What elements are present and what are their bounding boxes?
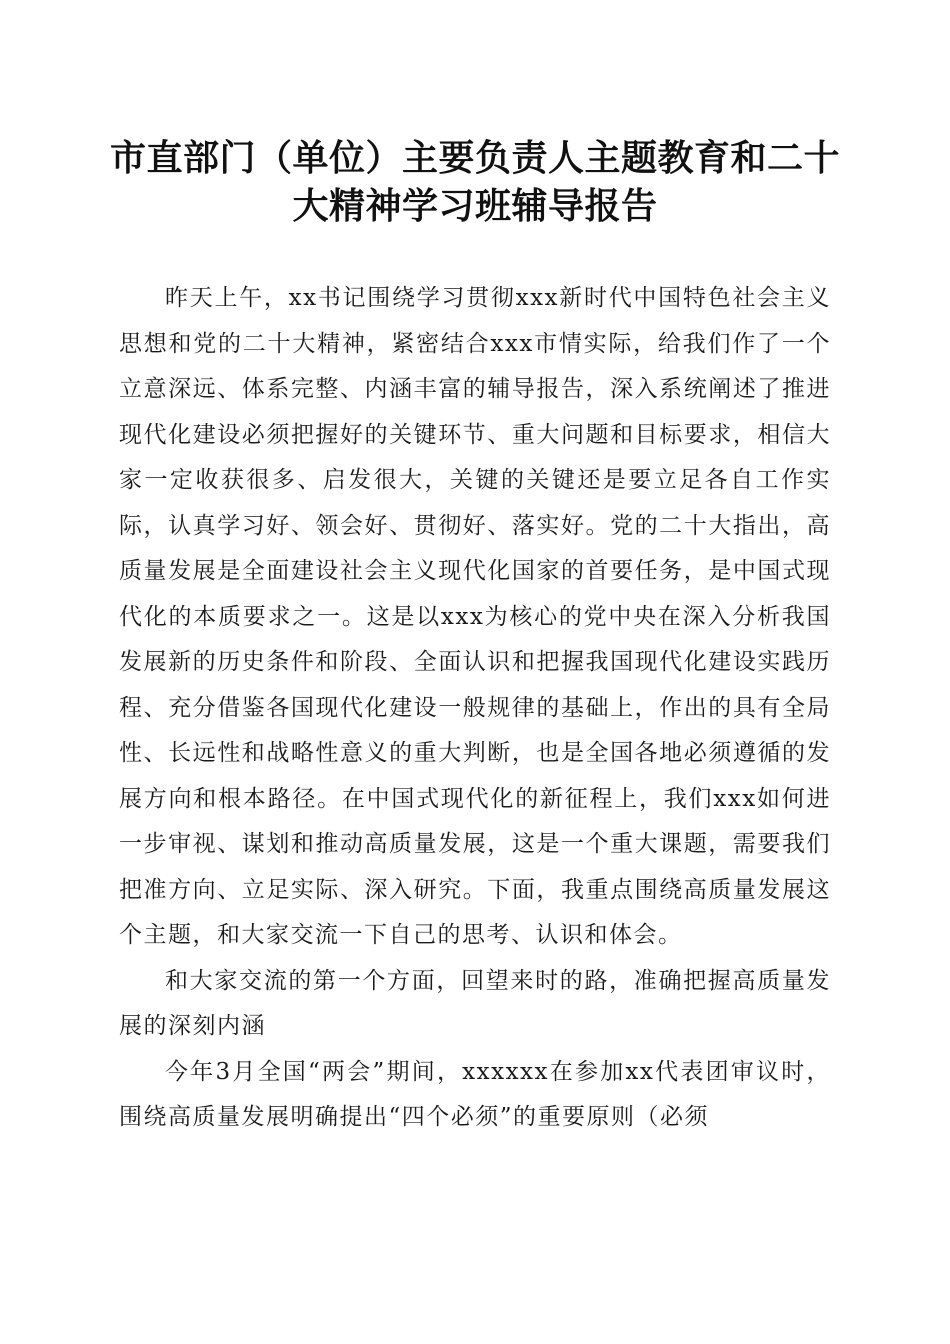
paragraph-intro: 昨天上午，xx书记围绕学习贯彻xxx新时代中国特色社会主义思想和党的二十大精神，紧密结合xxx市情实际，给我们作了一个立意深远、体系完整、内涵丰富的辅导报告，深入系统阐述了推进现代化建设必须把握好的关键环节、重大问题和目标要求，相信大家一定收获很多、启发很大，关键的关键还是要立足各自工作实际，认真学习好、领会好、贯彻好、落实好。党的二十大指出，高质量发展是全面建设社会主义现代化国家的首要任务，是中国式现代化的本质要求之一。这是以xxx为核心的党中央在深入分析我国发展新的历史条件和阶段、全面认识和把握我国现代化建设实践历程、充分借鉴各国现代化建设一般规律的基础上，作出的具有全局性、长远性和战略性意义的重大判断，也是全国各地必须遵循的发展方向和根本路径。在中国式现代化的新征程上，我们xxx如何进一步审视、谋划和推动高质量发展，这是一个重大课题，需要我们把准方向、立足实际、深入研究。下面，我重点围绕高质量发展这个主题，和大家交流一下自己的思考、认识和体会。 <box>119 285 831 948</box>
paragraph-section-heading: 和大家交流的第一个方面，回望来时的路，准确把握高质量发展的深刻内涵 <box>119 967 831 1039</box>
paragraph-two-sessions: 今年3月全国“两会”期间，xxxxxx在参加xx代表团审议时，围绕高质量发展明确提出“四个必须”的重要原则（必须 <box>119 1058 831 1130</box>
document-title: 市直部门（单位）主要负责人主题教育和二十大精神学习班辅导报告 <box>109 137 840 227</box>
document-body <box>119 276 831 1141</box>
